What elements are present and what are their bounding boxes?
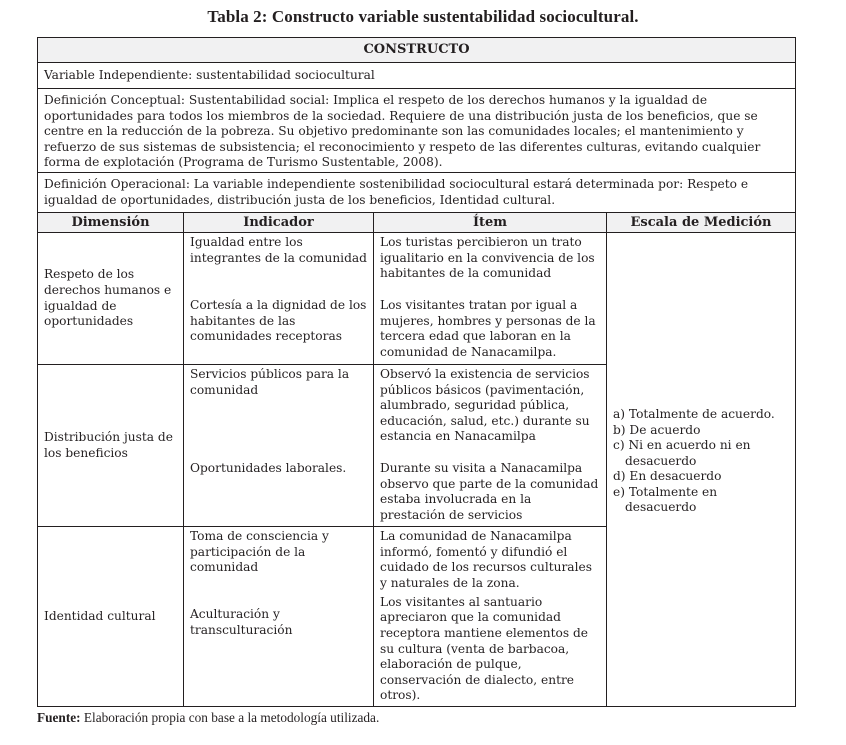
column-header-escala: Escala de Medición bbox=[607, 213, 795, 233]
item-text: Los turistas percibieron un trato igualitario en la convivencia de los habitantes de la comunidad bbox=[380, 235, 595, 281]
column-header-indicador: Indicador bbox=[184, 213, 374, 233]
escala-option-b: b) De acuerdo bbox=[613, 422, 701, 437]
item-text: Observó la existencia de servicios públicos básicos (pavimentación, alumbrado, seguridad pública, educación, salud, etc.) durante su estancia en Nanacamilpa bbox=[380, 367, 590, 444]
table-row-2-indicador bbox=[184, 365, 374, 527]
constructo-table bbox=[37, 37, 796, 707]
table-row-2-dimension bbox=[38, 365, 184, 527]
table-row-3-indicador bbox=[184, 527, 374, 706]
table-row-3-item bbox=[374, 527, 607, 706]
item-text: Los visitantes al santuario apreciaron que la comunidad receptora mantiene elementos de su cultura (venta de barbacoa, elaboración de pulque, conservación de dialecto, entre otros). bbox=[380, 594, 589, 703]
escala-medicion bbox=[607, 233, 795, 706]
item-text: La comunidad de Nanacamilpa informó, fomentó y difundió el cuidado de los recursos culturales y naturales de la zona. bbox=[380, 529, 592, 590]
column-header-item: Ítem bbox=[374, 213, 607, 233]
indicador-text: Oportunidades laborales. bbox=[190, 461, 347, 475]
escala-list bbox=[613, 407, 789, 516]
escala-option-e: e) Totalmente en desacuerdo bbox=[613, 484, 718, 515]
table-row-1-dimension bbox=[38, 233, 184, 365]
indicador-text: Aculturación y transculturación bbox=[190, 607, 293, 637]
column-header-dimension: Dimensión bbox=[38, 213, 184, 233]
dimension-label: Respeto de los derechos humanos e igualdad de oportunidades bbox=[44, 267, 172, 329]
escala-option-d: d) En desacuerdo bbox=[613, 469, 722, 484]
item-text: Los visitantes tratan por igual a mujeres, hombres y personas de la tercera edad que laboran en la comunidad de Nanacamilpa. bbox=[380, 298, 596, 359]
item-text: Durante su visita a Nanacamilpa observo que parte de la comunidad estaba involucrada en la prestación de servicios bbox=[380, 461, 599, 522]
constructo-heading: CONSTRUCTO bbox=[38, 38, 795, 63]
escala-option-c: c) Ni en acuerdo ni en desacuerdo bbox=[613, 438, 751, 468]
indicador-text: Toma de consciencia y participación de la comunidad bbox=[190, 529, 329, 575]
definicion-operacional: Definición Operacional: La variable independiente sostenibilidad sociocultural estará determinada por: Respeto e igualdad de oportunidades, distribución justa de los beneficios, Identidad cultural. bbox=[38, 173, 795, 213]
dimension-label: Identidad cultural bbox=[44, 608, 156, 623]
definicion-conceptual: Definición Conceptual: Sustentabilidad social: Implica el respeto de los derechos humanos y la igualdad de oportunidades para todos los miembros de la sociedad. Requiere de una distribución justa de los beneficios, que se centre en la reducción de la pobreza. Su objetivo predominante son las comunidades locales; el mantenimiento y refuerzo de sus sistemas de subsistencia; el reconocimiento y respeto de las diferentes culturas, evitando cualquier forma de explotación (Programa de Turismo Sustentable, 2008). bbox=[38, 89, 795, 173]
escala-option-a: a) Totalmente de acuerdo. bbox=[613, 406, 775, 421]
table-row-1-indicador bbox=[184, 233, 374, 365]
source-label: Fuente: bbox=[37, 710, 81, 725]
source-text: Elaboración propia con base a la metodología utilizada. bbox=[80, 710, 380, 725]
dimension-grid bbox=[38, 213, 795, 706]
indicador-text: Igualdad entre los integrantes de la comunidad bbox=[190, 235, 367, 265]
table-row-1-item bbox=[374, 233, 607, 365]
variable-independiente: Variable Independiente: sustentabilidad sociocultural bbox=[38, 63, 795, 89]
table-row-2-item bbox=[374, 365, 607, 527]
dimension-label: Distribución justa de los beneficios bbox=[44, 429, 173, 460]
table-row-3-dimension bbox=[38, 527, 184, 706]
source-footnote bbox=[37, 710, 379, 726]
indicador-text: Servicios públicos para la comunidad bbox=[190, 367, 350, 397]
indicador-text: Cortesía a la dignidad de los habitantes de las comunidades receptoras bbox=[190, 298, 367, 344]
table-title: Tabla 2: Constructo variable sustentabilidad sociocultural. bbox=[207, 7, 639, 26]
